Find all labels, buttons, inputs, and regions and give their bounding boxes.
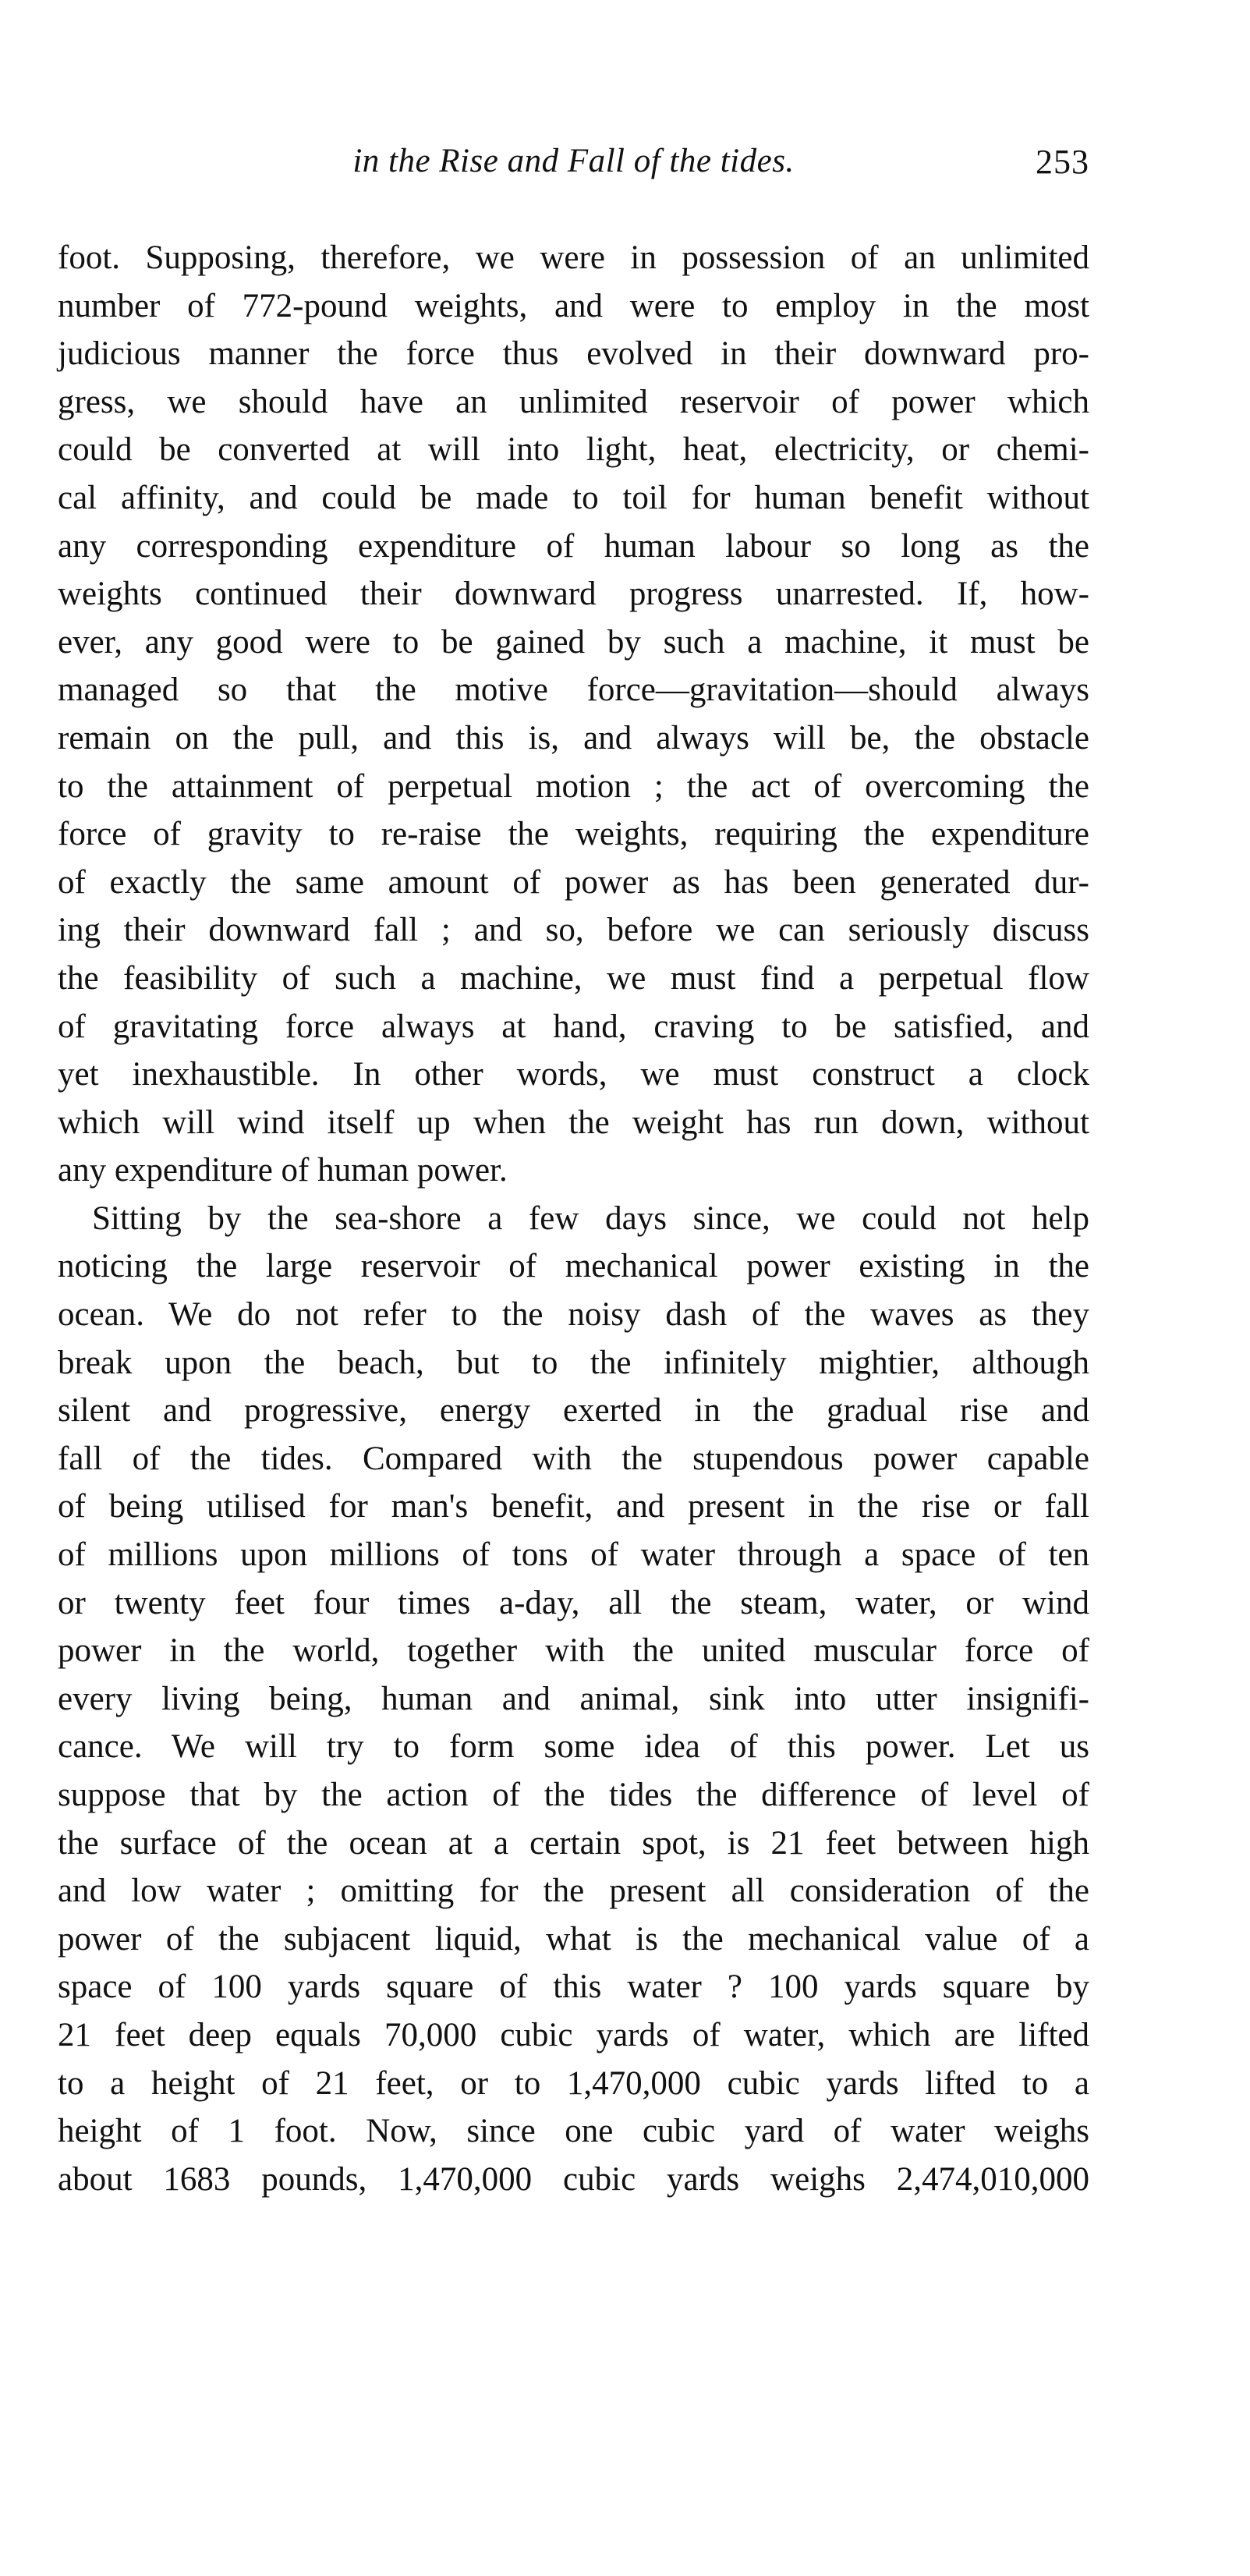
text-line: the surface of the ocean at a certain spot, is 21 feet between high <box>58 1824 1089 1862</box>
text-line: foot. Supposing, therefore, we were in possession of an unlimited <box>58 239 1089 276</box>
text-line: about 1683 pounds, 1,470,000 cubic yards weighs 2,474,010,000 <box>58 2160 1089 2198</box>
text-line: which will wind itself up when the weight has run down, without <box>58 1104 1089 1141</box>
text-line: ever, any good were to be gained by such a machine, it must be <box>58 623 1089 661</box>
text-line: power in the world, together with the united muscular force of <box>58 1632 1089 1670</box>
text-line: 21 feet deep equals 70,000 cubic yards of water, which are lifted <box>58 2016 1089 2053</box>
text-line: cance. We will try to form some idea of this power. Let us <box>58 1728 1089 1766</box>
text-line: any corresponding expenditure of human labour so long as the <box>58 527 1089 565</box>
text-line: remain on the pull, and this is, and always will be, the obstacle <box>58 719 1089 757</box>
page-number: 253 <box>1036 143 1089 181</box>
text-line: space of 100 yards square of this water ? 100 yards square by <box>58 1968 1089 2006</box>
text-line: number of 772-pound weights, and were to employ in the most <box>58 287 1089 324</box>
text-line: every living being, human and animal, sink into utter insignifi- <box>58 1680 1089 1717</box>
running-title: in the Rise and Fall of the tides. <box>352 143 795 179</box>
text-line: the feasibility of such a machine, we must find a perpetual flow <box>58 959 1089 997</box>
text-line: noticing the large reservoir of mechanical power existing in the <box>58 1248 1089 1285</box>
text-line: and low water ; omitting for the present all consideration of the <box>58 1873 1089 1910</box>
text-line: height of 1 foot. Now, since one cubic yard of water weighs <box>58 2113 1089 2150</box>
body-text <box>58 234 1089 2203</box>
text-line: break upon the beach, but to the infinitely mightier, although <box>58 1344 1089 1381</box>
text-line: or twenty feet four times a-day, all the steam, water, or wind <box>58 1584 1089 1621</box>
text-line: yet inexhaustible. In other words, we must construct a clock <box>58 1056 1089 1093</box>
text-line: could be converted at will into light, heat, electricity, or chemi- <box>58 431 1089 469</box>
text-line: judicious manner the force thus evolved in their downward pro- <box>58 335 1089 373</box>
text-line: weights continued their downward progress unarrested. If, how- <box>58 576 1089 613</box>
text-line: cal affinity, and could be made to toil for human benefit without <box>58 479 1089 516</box>
text-line: ocean. We do not refer to the noisy dash of the waves as they <box>58 1296 1089 1334</box>
text-line: force of gravity to re-raise the weights, requiring the expenditure <box>58 816 1089 853</box>
text-line: of millions upon millions of tons of water through a space of ten <box>58 1536 1089 1574</box>
text-line: to the attainment of perpetual motion ; the act of overcoming the <box>58 767 1089 805</box>
text-line: any expenditure of human power. <box>58 1152 508 1189</box>
text-line: suppose that by the action of the tides the difference of level of <box>58 1777 1089 1813</box>
text-line: gress, we should have an unlimited reservoir of power which <box>58 383 1089 420</box>
text-line: of exactly the same amount of power as has been generated dur- <box>58 863 1089 901</box>
text-line: ing their downward fall ; and so, before we can seriously discuss <box>58 912 1089 949</box>
paragraph-2 <box>58 1195 1089 2203</box>
text-line: to a height of 21 feet, or to 1,470,000 cubic yards lifted to a <box>58 2064 1089 2102</box>
text-line: managed so that the motive force—gravitation—should always <box>58 671 1089 709</box>
text-line: of gravitating force always at hand, craving to be satisfied, and <box>58 1008 1089 1045</box>
text-line: fall of the tides. Compared with the stupendous power capable <box>58 1440 1089 1477</box>
text-line: silent and progressive, energy exerted in the gradual rise and <box>58 1392 1089 1430</box>
paragraph-1 <box>58 234 1089 1195</box>
text-line: of being utilised for man's benefit, and present in the rise or fall <box>58 1488 1089 1525</box>
text-line: Sitting by the sea-shore a few days since, we could not help <box>92 1199 1089 1237</box>
text-line: power of the subjacent liquid, what is the mechanical value of a <box>58 1920 1089 1958</box>
running-head <box>58 142 1089 189</box>
